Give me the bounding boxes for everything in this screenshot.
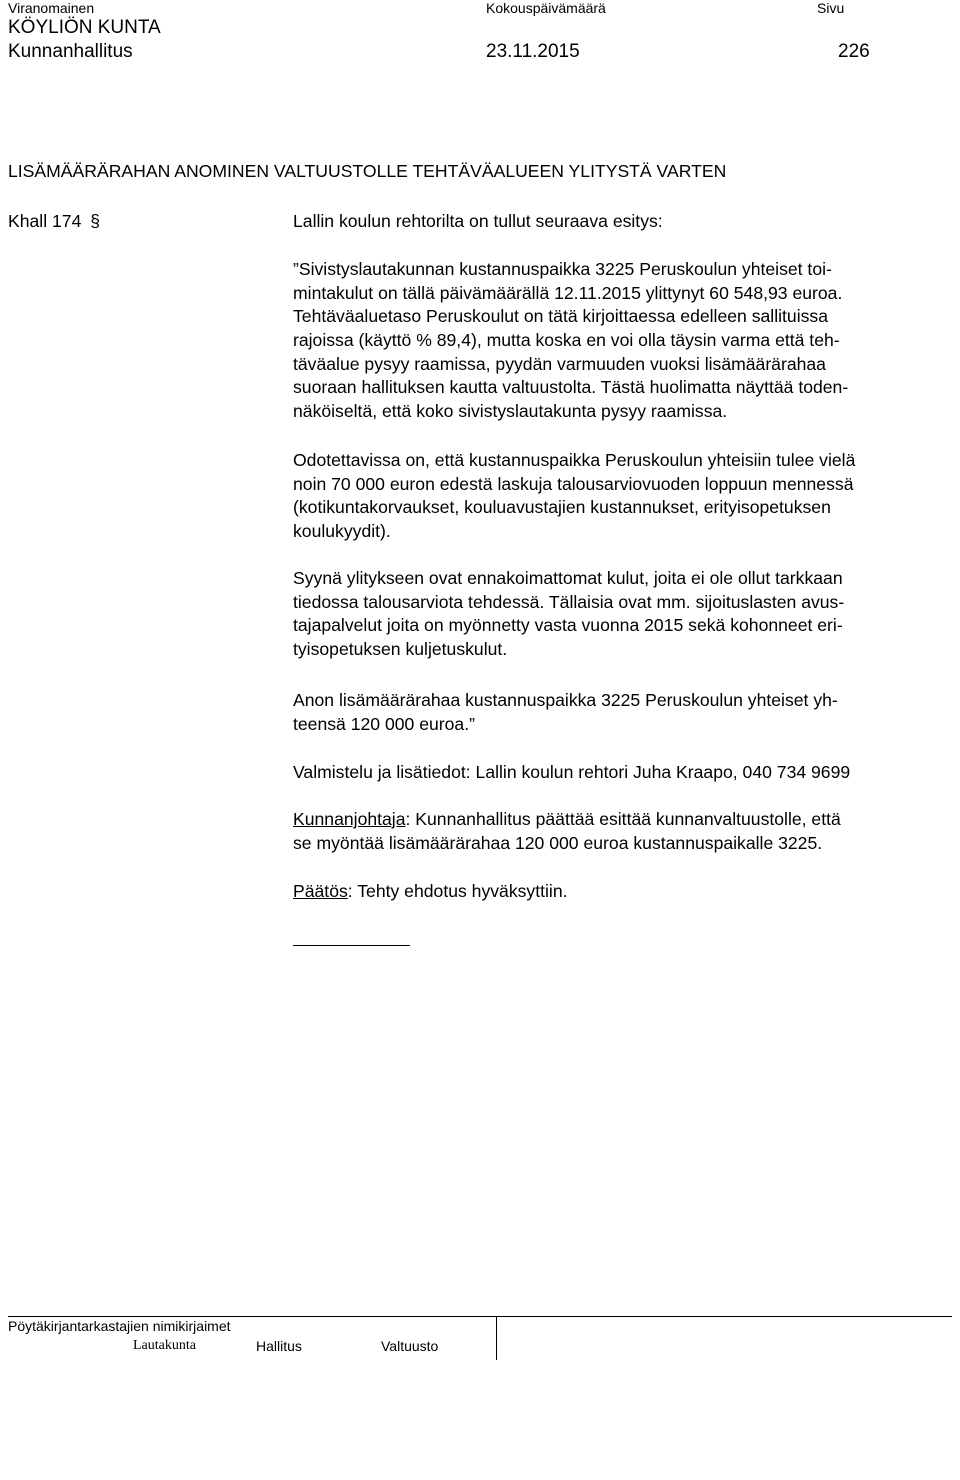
decision-line	[293, 880, 958, 904]
proposal-label: Kunnanjohtaja	[293, 809, 406, 829]
paragraph-line: tajapalvelut joita on myönnetty vasta vuonna 2015 sekä kohonneet eri-	[293, 615, 843, 636]
section-ref	[8, 211, 100, 232]
header-col1-label: Viranomainen	[8, 0, 95, 16]
preparation-text: Valmistelu ja lisätiedot: Lallin koulun rehtori Juha Kraapo, 040 734 9699	[293, 762, 851, 782]
paragraph-line: noin 70 000 euron edestä laskuja talousarviovuoden loppuun mennessä	[293, 473, 854, 494]
authority-name: Kunnanhallitus	[8, 41, 133, 62]
proposal-text: : Kunnanhallitus päättää esittää kunnanvaltuustolle, että	[405, 809, 841, 829]
preparation-info	[293, 761, 958, 785]
quote-line: ”Sivistyslautakunnan kustannuspaikka 3225 Peruskoulun yhteiset toi-	[293, 259, 832, 279]
paragraph-line: (kotikuntakorvaukset, kouluavustajien kustannukset, erityisopetuksen	[293, 497, 831, 518]
page-number: 226	[838, 41, 870, 62]
decision-text: : Tehty ehdotus hyväksyttiin.	[347, 881, 568, 901]
section-intro: Lallin koulun rehtorilta on tullut seuraava esitys:	[293, 211, 663, 231]
paragraph-line: tiedossa talousarviota tehdessä. Tällaisia ovat mm. sijoituslasten avus-	[293, 591, 845, 612]
proposal	[293, 808, 958, 855]
proposal-line-1	[293, 808, 958, 832]
paragraph-line: Anon lisämäärärahaa kustannuspaikka 3225 Peruskoulun yhteiset yh-	[293, 690, 838, 710]
decision	[293, 880, 958, 904]
paragraph-line: teensä 120 000 euroa.”	[293, 713, 475, 734]
quote-line: suoraan hallituksen kautta valtuustolta. Tästä huolimatta näyttää toden-	[293, 377, 849, 398]
paragraph-request	[293, 689, 958, 736]
paragraph-line: Odotettavissa on, että kustannuspaikka Peruskoulun yhteisiin tulee vielä	[293, 450, 856, 470]
section-number: Khall 174	[8, 211, 82, 231]
paragraph-line: koulukyydit).	[293, 521, 391, 542]
proposal-line-2: se myöntää lisämäärärahaa 120 000 euroa kustannuspaikalle 3225.	[293, 832, 823, 853]
footer-col-council: Valtuusto	[381, 1338, 439, 1354]
decision-label: Päätös	[293, 881, 348, 901]
paragraph-line: tyisopetuksen kuljetuskulut.	[293, 639, 508, 660]
footer-rule	[8, 1316, 952, 1317]
quote-line: rajoissa (käyttö % 89,4), mutta koska en voi olla täysin varma että teh-	[293, 330, 840, 351]
quote-line: täväalue pysyy raamissa, pyydän varmuuden vuoksi lisämäärärahaa	[293, 353, 826, 374]
document-title: LISÄMÄÄRÄRAHAN ANOMINEN VALTUUSTOLLE TEHTÄVÄALUEEN YLITYSTÄ VARTEN	[8, 161, 727, 181]
municipality-name: KÖYLIÖN KUNTA	[8, 17, 161, 38]
section-mark: §	[90, 211, 101, 231]
end-rule	[293, 945, 410, 946]
footer-divider	[496, 1316, 497, 1360]
footer-col-board: Lautakunta	[133, 1338, 196, 1353]
paragraph-expected-costs	[293, 449, 958, 544]
paragraph-line: Syynä ylitykseen ovat ennakoimattomat kulut, joita ei ole ollut tarkkaan	[293, 568, 843, 588]
quoted-request	[293, 258, 958, 424]
header-col3-label: Sivu	[817, 0, 845, 16]
meeting-date: 23.11.2015	[486, 41, 580, 62]
paragraph-reasons	[293, 567, 958, 662]
header-col2-label: Kokouspäivämäärä	[486, 0, 606, 16]
quote-line: Tehtäväaluetaso Peruskoulut on tätä kirjoittaessa edelleen sallituissa	[293, 306, 828, 327]
footer-col-government: Hallitus	[256, 1338, 302, 1354]
quote-line: näköiseltä, että koko sivistyslautakunta pysyy raamissa.	[293, 401, 728, 422]
quote-line: mintakulut on tällä päivämäärällä 12.11.2015 ylittynyt 60 548,93 euroa.	[293, 282, 843, 303]
footer-caption: Pöytäkirjantarkastajien nimikirjaimet	[8, 1318, 231, 1334]
